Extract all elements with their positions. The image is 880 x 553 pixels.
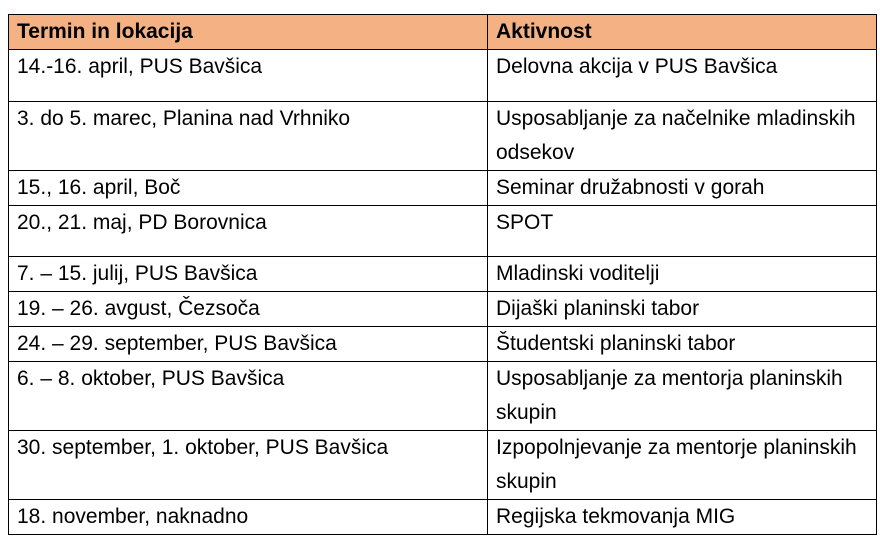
header-row: [9, 15, 877, 50]
date-location-cell: 3. do 5. marec, Planina nad Vrhniko: [9, 102, 488, 171]
activity-cell: Usposabljanje za načelnike mladinskih odsekov: [488, 102, 877, 171]
date-location-cell: 15., 16. april, Boč: [9, 171, 488, 206]
activity-cell: Usposabljanje za mentorja planinskih skupin: [488, 362, 877, 431]
activity-cell: SPOT: [488, 206, 877, 257]
table-row: [9, 362, 877, 431]
date-location-cell: 19. – 26. avgust, Čezsoča: [9, 292, 488, 327]
table-row: [9, 102, 877, 171]
date-location-cell: 20., 21. maj, PD Borovnica: [9, 206, 488, 257]
date-location-cell: 30. september, 1. oktober, PUS Bavšica: [9, 431, 488, 500]
table-row: [9, 327, 877, 362]
table-row: [9, 50, 877, 102]
activity-cell: Dijaški planinski tabor: [488, 292, 877, 327]
schedule-table: [8, 14, 877, 535]
activity-cell: Seminar družabnosti v gorah: [488, 171, 877, 206]
activity-cell: Regijska tekmovanja MIG: [488, 500, 877, 535]
activity-cell: Študentski planinski tabor: [488, 327, 877, 362]
date-location-cell: 18. november, naknadno: [9, 500, 488, 535]
date-location-cell: 24. – 29. september, PUS Bavšica: [9, 327, 488, 362]
activity-cell: Mladinski voditelji: [488, 257, 877, 292]
date-location-cell: 7. – 15. julij, PUS Bavšica: [9, 257, 488, 292]
activity-cell: Izpopolnjevanje za mentorje planinskih skupin: [488, 431, 877, 500]
table-row: [9, 431, 877, 500]
table-row: [9, 206, 877, 257]
header-activity: Aktivnost: [488, 15, 877, 50]
table-row: [9, 171, 877, 206]
activity-cell: Delovna akcija v PUS Bavšica: [488, 50, 877, 102]
header-date-location: Termin in lokacija: [9, 15, 488, 50]
date-location-cell: 14.-16. april, PUS Bavšica: [9, 50, 488, 102]
table-row: [9, 257, 877, 292]
date-location-cell: 6. – 8. oktober, PUS Bavšica: [9, 362, 488, 431]
table-row: [9, 292, 877, 327]
table-row: [9, 500, 877, 535]
